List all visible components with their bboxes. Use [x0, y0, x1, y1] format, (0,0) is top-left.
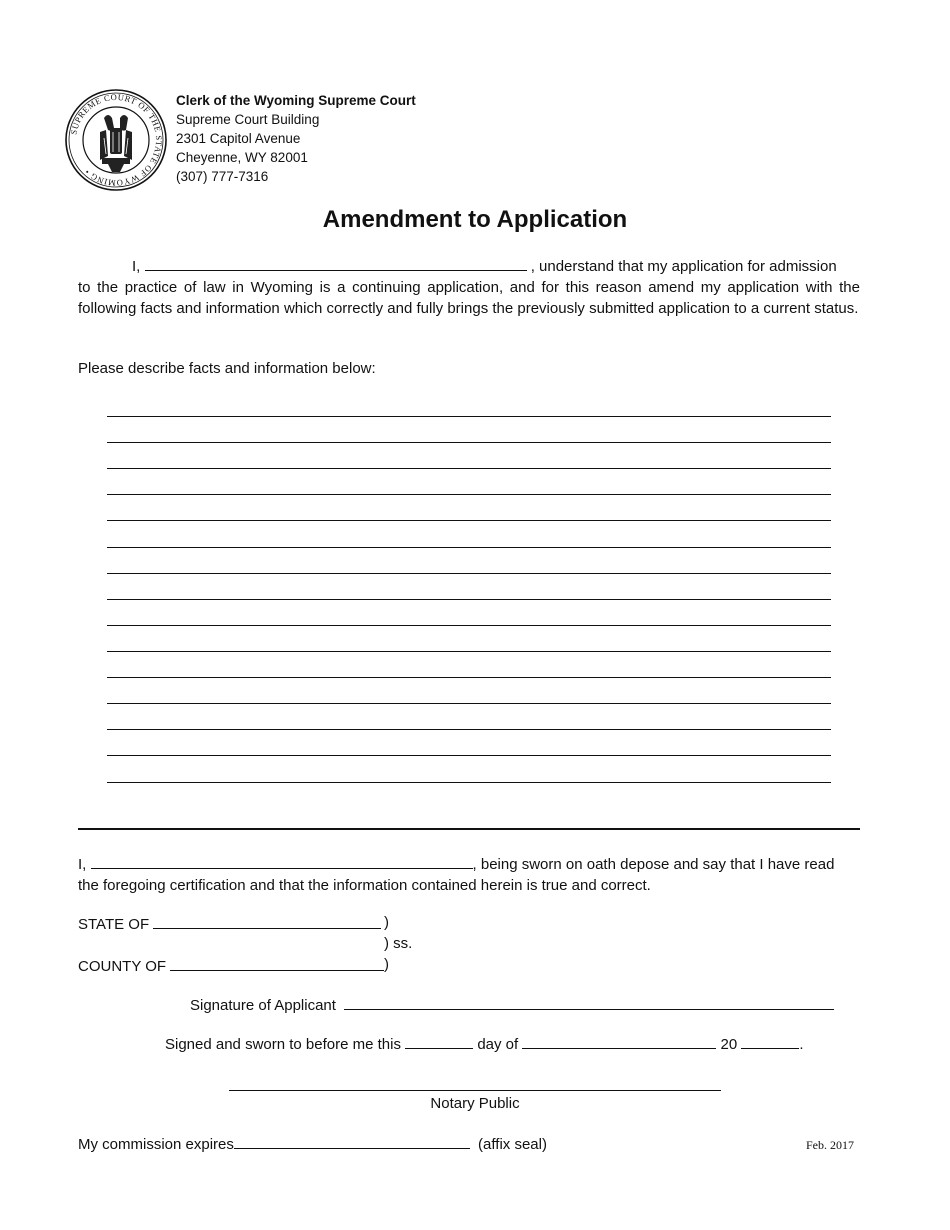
signature-field[interactable] [344, 995, 834, 1010]
description-line[interactable] [107, 547, 831, 548]
city-state-zip: Cheyenne, WY 82001 [176, 150, 308, 165]
street-address: 2301 Capitol Avenue [176, 131, 301, 146]
intro-text: , understand that my application for admission [530, 258, 837, 275]
description-line[interactable] [107, 494, 831, 495]
state-row [78, 914, 381, 933]
county-label: COUNTY OF [78, 958, 167, 975]
description-line[interactable] [107, 573, 831, 574]
description-line[interactable] [107, 442, 831, 443]
state-field[interactable] [153, 914, 381, 929]
description-line[interactable] [107, 468, 831, 469]
notary-signature-field[interactable] [229, 1090, 721, 1091]
oath-continuation: the foregoing certification and that the information contained herein is true and correct. [78, 877, 651, 894]
clerk-name: Clerk of the Wyoming Supreme Court [176, 93, 416, 108]
description-line[interactable] [107, 703, 831, 704]
svg-text:SUPREME COURT OF THE STATE OF: SUPREME COURT OF THE STATE OF WYOMING • [68, 91, 165, 189]
county-row [78, 956, 384, 975]
description-line[interactable] [107, 755, 831, 756]
venue-ss: ) ss. [384, 935, 413, 952]
description-line[interactable] [107, 520, 831, 521]
sworn-row [165, 1034, 804, 1053]
sworn-day-of: day of [477, 1036, 519, 1053]
section-divider [78, 828, 860, 830]
commission-expires-field[interactable] [234, 1134, 470, 1149]
description-line[interactable] [107, 782, 831, 783]
court-seal-image [64, 88, 168, 192]
phone-number: (307) 777-7316 [176, 169, 269, 184]
clerk-address [176, 91, 416, 186]
intro-prefix: I, [132, 258, 141, 275]
describe-prompt: Please describe facts and information below: [78, 360, 376, 377]
sworn-year-prefix: 20 [720, 1036, 738, 1053]
page-title: Amendment to Application [322, 206, 628, 233]
sworn-prefix: Signed and sworn to before me this [165, 1036, 401, 1053]
oath-paragraph [78, 854, 860, 896]
building-name: Supreme Court Building [176, 112, 320, 127]
oath-text: , being sworn on oath depose and say that I have read [472, 856, 835, 873]
oath-prefix: I, [78, 856, 87, 873]
oath-name-field[interactable] [91, 854, 473, 869]
description-line[interactable] [107, 625, 831, 626]
description-line[interactable] [107, 599, 831, 600]
description-line[interactable] [107, 729, 831, 730]
commission-row [78, 1134, 547, 1153]
sworn-year-field[interactable] [741, 1034, 799, 1049]
description-line[interactable] [107, 416, 831, 417]
intro-continuation: to the practice of law in Wyoming is a continuing application, and for this reason amend my application with the following facts and information which correctly and fully brings the previously submitted application to a current status. [78, 279, 860, 317]
intro-paragraph [78, 256, 860, 319]
county-field[interactable] [170, 956, 384, 971]
applicant-name-field[interactable] [145, 256, 527, 271]
sworn-month-field[interactable] [522, 1034, 716, 1049]
description-line[interactable] [107, 651, 831, 652]
venue-paren-top: ) [384, 914, 389, 931]
description-line[interactable] [107, 677, 831, 678]
signature-label: Signature of Applicant [190, 997, 336, 1014]
state-label: STATE OF [78, 916, 150, 933]
signature-row [190, 995, 834, 1014]
form-date: Feb. 2017 [806, 1138, 854, 1152]
commission-label: My commission expires [78, 1136, 234, 1153]
notary-label: Notary Public [430, 1095, 520, 1112]
sworn-day-field[interactable] [405, 1034, 473, 1049]
sworn-end: . [799, 1036, 804, 1053]
venue-paren-bottom: ) [384, 956, 389, 973]
affix-seal-label: (affix seal) [478, 1136, 547, 1153]
